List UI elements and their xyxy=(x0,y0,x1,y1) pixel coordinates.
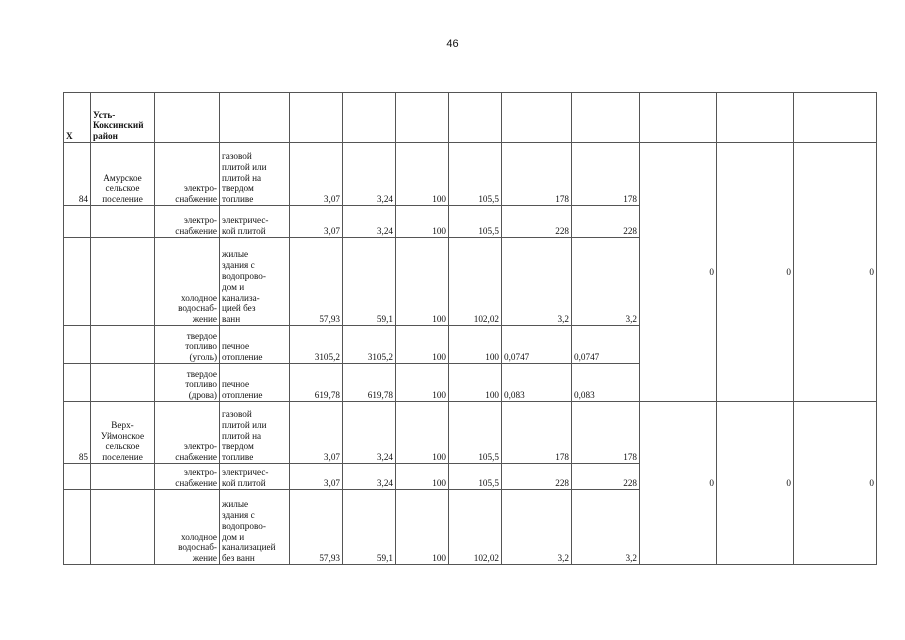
value-cell: 102,02 xyxy=(449,490,502,565)
value-cell: 100 xyxy=(396,464,449,490)
value-cell: 3,24 xyxy=(343,464,396,490)
value-cell: 619,78 xyxy=(343,364,396,402)
value-cell: 3,24 xyxy=(343,143,396,206)
settlement-name: Верх- Уймонское сельское поселение xyxy=(91,402,155,464)
page-number: 46 xyxy=(446,38,459,50)
settlement-name xyxy=(91,238,155,326)
value-cell: 3,2 xyxy=(572,490,640,565)
value-cell: 57,93 xyxy=(290,490,343,565)
service-description: электричес- кой плитой xyxy=(220,464,290,490)
value-cell: 619,78 xyxy=(290,364,343,402)
settlement-name xyxy=(91,464,155,490)
group-value-a: 0 xyxy=(640,402,717,565)
service-description: газовой плитой или плитой на твердом топливе xyxy=(220,143,290,206)
value-cell: 102,02 xyxy=(449,238,502,326)
value-cell: 3,07 xyxy=(290,143,343,206)
service-type: твердое топливо (дрова) xyxy=(155,364,220,402)
value-cell: 100 xyxy=(396,490,449,565)
settlement-name xyxy=(91,326,155,364)
value-cell: 100 xyxy=(396,143,449,206)
value-cell: 3,07 xyxy=(290,464,343,490)
row-number xyxy=(64,238,91,326)
value-cell: 0,083 xyxy=(572,364,640,402)
settlement-name xyxy=(91,206,155,238)
service-type: электро- снабжение xyxy=(155,402,220,464)
service-description: печное отопление xyxy=(220,326,290,364)
value-cell: 3,2 xyxy=(572,238,640,326)
service-type: электро- снабжение xyxy=(155,143,220,206)
row-number: 84 xyxy=(64,143,91,206)
service-type: электро- снабжение xyxy=(155,464,220,490)
service-description: печное отопление xyxy=(220,364,290,402)
service-type: холодное водоснаб- жение xyxy=(155,490,220,565)
value-cell: 0,083 xyxy=(502,364,572,402)
district-name: Усть- Коксинский район xyxy=(91,93,155,143)
service-description: жилые здания с водопрово- дом и канализа- цией без ванн xyxy=(220,238,290,326)
row-number xyxy=(64,326,91,364)
table-row xyxy=(64,143,877,206)
value-cell: 100 xyxy=(396,238,449,326)
row-number xyxy=(64,464,91,490)
row-number xyxy=(64,364,91,402)
value-cell: 105,5 xyxy=(449,402,502,464)
service-description: газовой плитой или плитой на твердом топливе xyxy=(220,402,290,464)
group-value-c: 0 xyxy=(794,143,877,402)
value-cell: 100 xyxy=(396,206,449,238)
row-number xyxy=(64,206,91,238)
value-cell: 100 xyxy=(396,402,449,464)
value-cell: 228 xyxy=(502,464,572,490)
service-description: электричес- кой плитой xyxy=(220,206,290,238)
service-type: твердое топливо (уголь) xyxy=(155,326,220,364)
value-cell: 0,0747 xyxy=(502,326,572,364)
value-cell: 228 xyxy=(572,464,640,490)
value-cell: 3,2 xyxy=(502,238,572,326)
value-cell: 178 xyxy=(572,143,640,206)
value-cell: 3,2 xyxy=(502,490,572,565)
settlement-name xyxy=(91,490,155,565)
value-cell: 57,93 xyxy=(290,238,343,326)
value-cell: 3,07 xyxy=(290,206,343,238)
row-number: 85 xyxy=(64,402,91,464)
value-cell: 228 xyxy=(572,206,640,238)
value-cell: 178 xyxy=(502,143,572,206)
service-type: холодное водоснаб- жение xyxy=(155,238,220,326)
x-label: X xyxy=(64,93,91,143)
value-cell: 178 xyxy=(572,402,640,464)
value-cell: 3,24 xyxy=(343,402,396,464)
value-cell: 59,1 xyxy=(343,490,396,565)
value-cell: 178 xyxy=(502,402,572,464)
service-type: электро- снабжение xyxy=(155,206,220,238)
value-cell: 105,5 xyxy=(449,464,502,490)
group-value-b: 0 xyxy=(717,402,794,565)
value-cell: 3,24 xyxy=(343,206,396,238)
value-cell: 100 xyxy=(449,326,502,364)
tariff-table xyxy=(63,92,877,565)
settlement-name: Амурское сельское поселение xyxy=(91,143,155,206)
value-cell: 0,0747 xyxy=(572,326,640,364)
value-cell: 105,5 xyxy=(449,143,502,206)
value-cell: 105,5 xyxy=(449,206,502,238)
row-number xyxy=(64,490,91,565)
group-value-a: 0 xyxy=(640,143,717,402)
value-cell: 3105,2 xyxy=(290,326,343,364)
settlement-name xyxy=(91,364,155,402)
value-cell: 3,07 xyxy=(290,402,343,464)
header-row xyxy=(64,93,877,143)
value-cell: 100 xyxy=(449,364,502,402)
value-cell: 100 xyxy=(396,326,449,364)
group-value-c: 0 xyxy=(794,402,877,565)
service-description: жилые здания с водопрово- дом и канализацией без ванн xyxy=(220,490,290,565)
table-row xyxy=(64,402,877,464)
value-cell: 59,1 xyxy=(343,238,396,326)
group-value-b: 0 xyxy=(717,143,794,402)
value-cell: 100 xyxy=(396,364,449,402)
value-cell: 3105,2 xyxy=(343,326,396,364)
value-cell: 228 xyxy=(502,206,572,238)
